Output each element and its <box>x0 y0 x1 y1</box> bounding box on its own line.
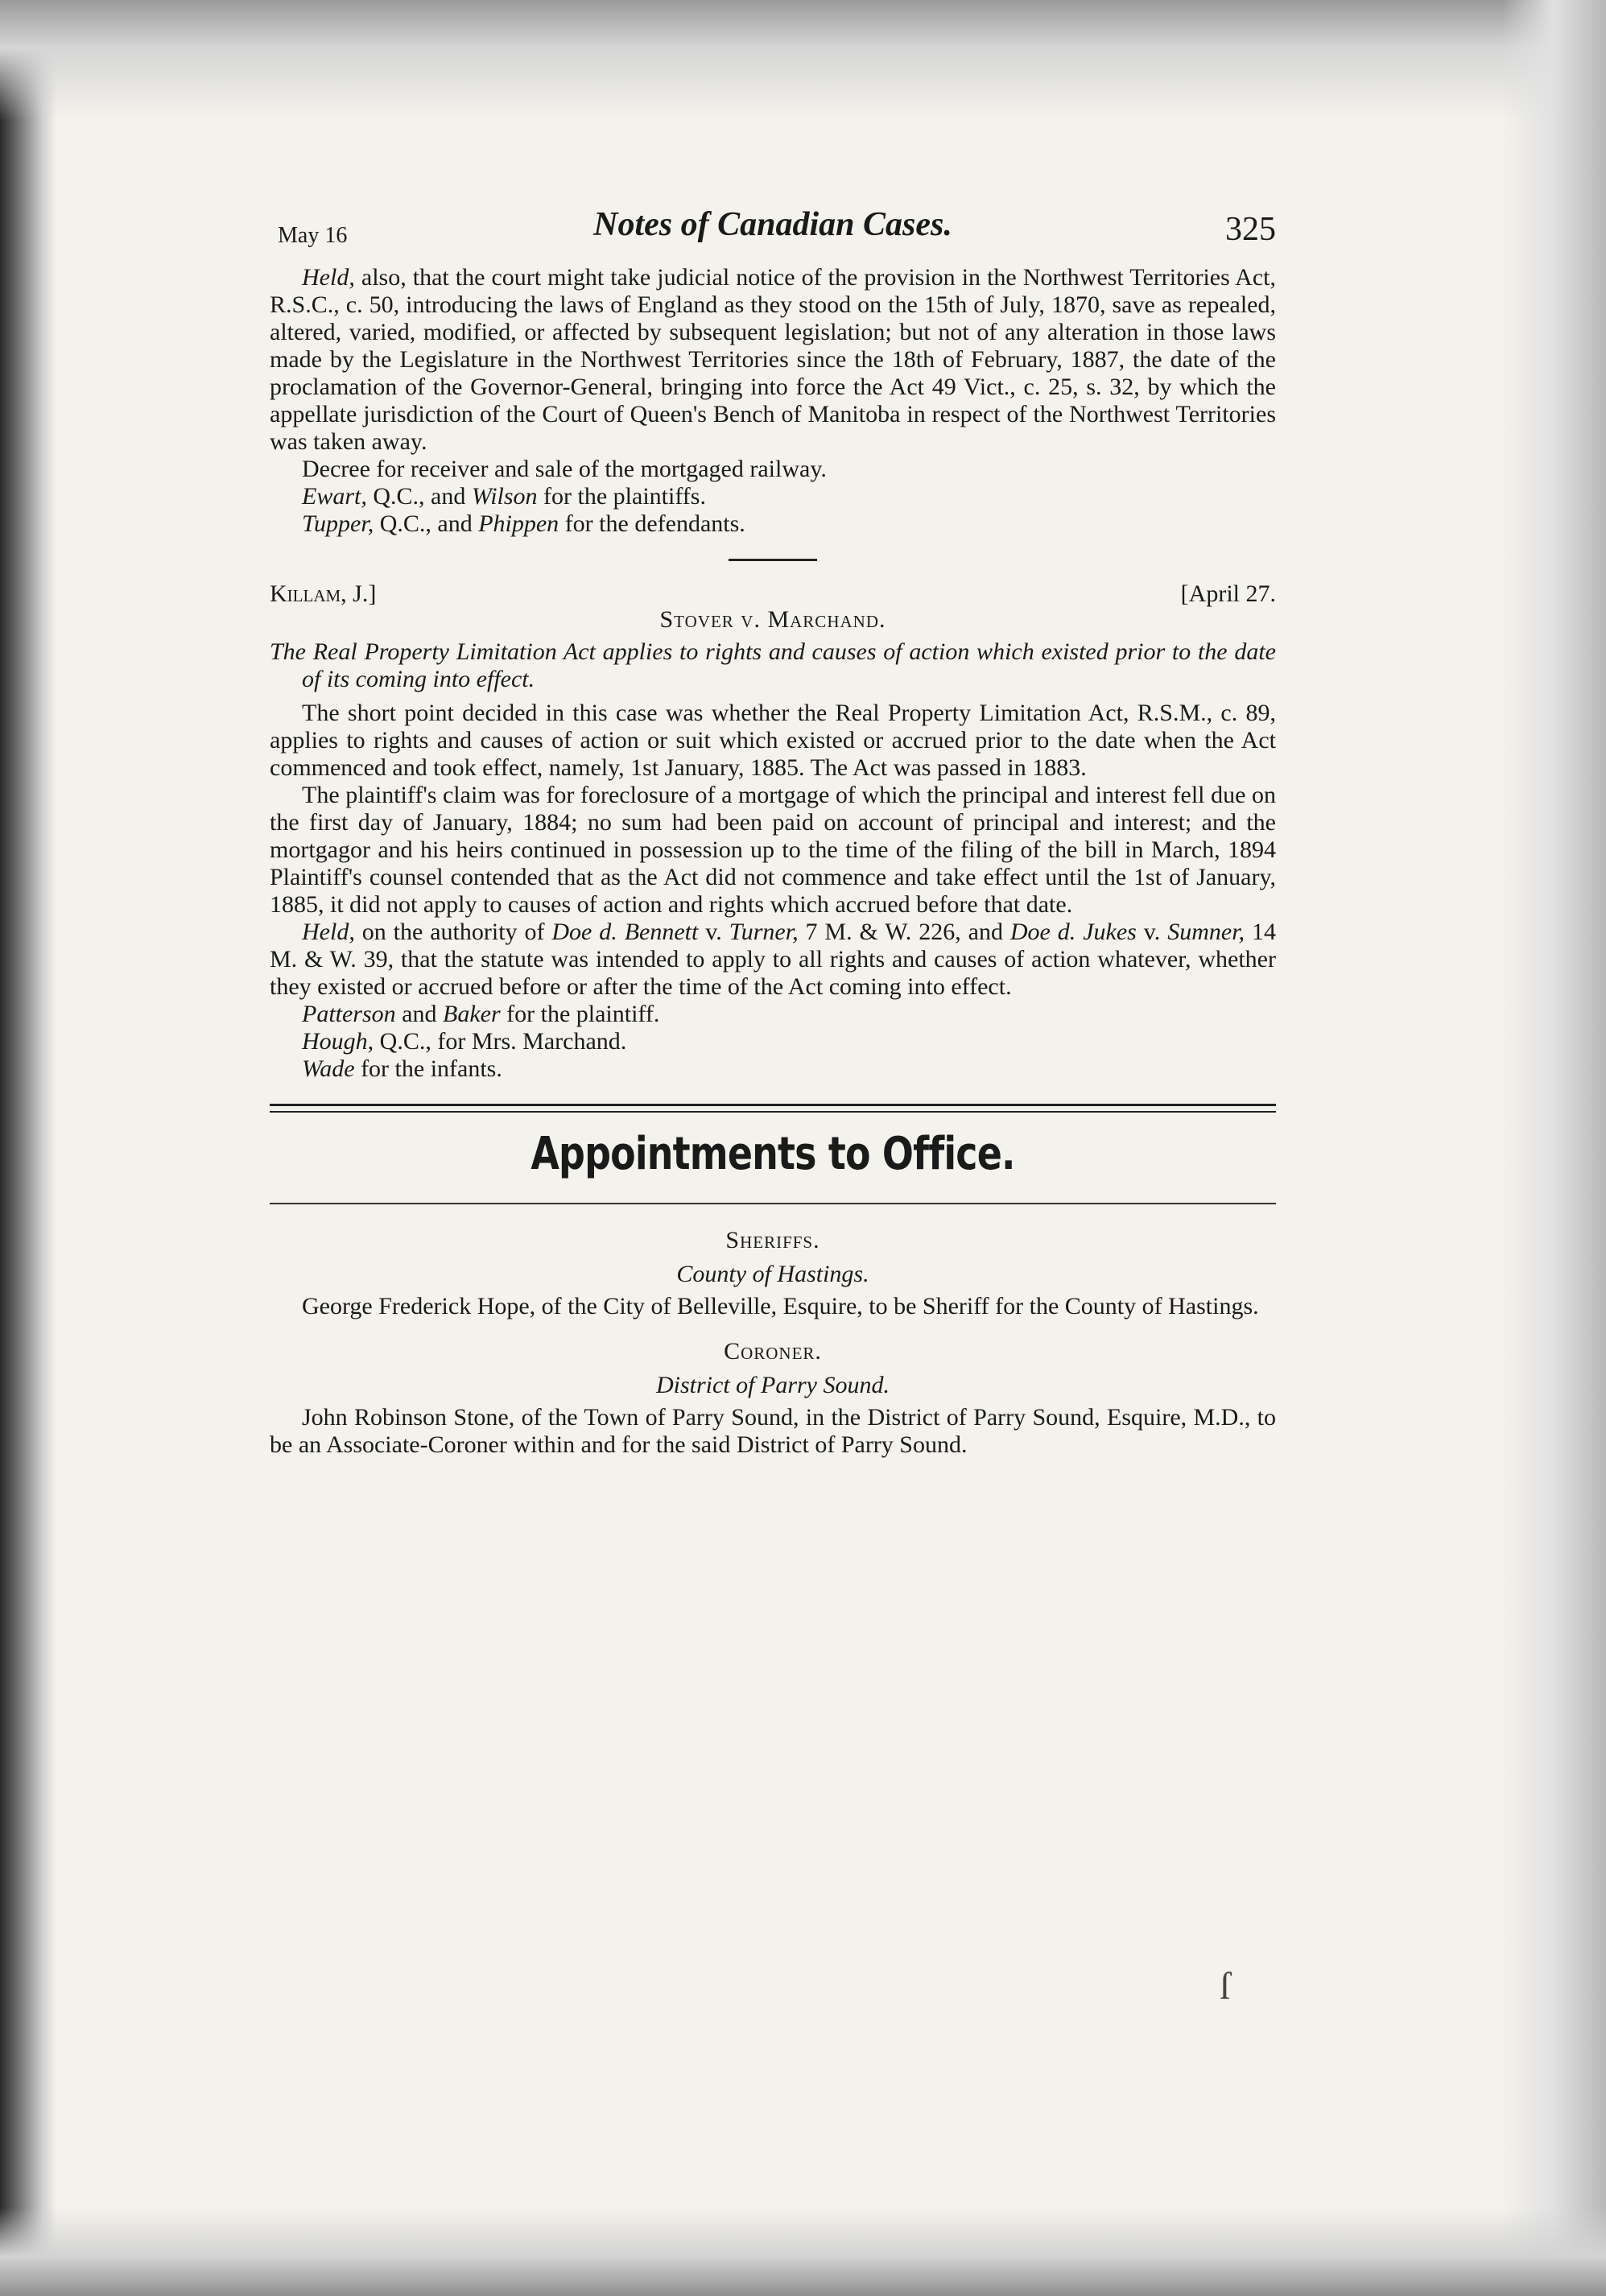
counsel-marchand <box>270 1028 1276 1055</box>
held-text: 7 M. & W. 226, and <box>798 919 1010 945</box>
scan-edge-top <box>0 0 1606 121</box>
sheriffs-text: George Frederick Hope, of the City of Belleville, Esquire, to be Sheriff for the County of Hastings. <box>302 1293 1259 1319</box>
held-text: v. <box>1136 919 1168 945</box>
sheriffs-heading: Sheriffs. <box>725 1227 820 1253</box>
case-heading <box>270 580 1276 634</box>
held-paragraph <box>270 264 1276 456</box>
counsel-name: Patterson <box>302 1001 396 1027</box>
held-label: Held, <box>302 919 355 945</box>
held-text: also, that the court might take judicial notice of the provision in the Northwest Territories Act, R.S.C., c. 50, introducing the laws of England as they stood on the 15th of July, 1870, save as repealed, altered, varied, modified, or affected by subsequent legislation; but not of any alteration in those laws made by the Legislature in the Northwest Territories since the 18th of February, 1887, the date of the proclamation of the Governor-General, bringing into force the Act 49 Vict., c. 25, s. 32, by which the appellate jurisdiction of the Court of Queen's Bench of Manitoba in respect of the Northwest Territories was taken away. <box>270 264 1276 455</box>
counsel-defendants <box>270 510 1276 538</box>
case-citation: Doe d. Bennett <box>551 919 699 945</box>
margin-mark: ſ <box>1220 1965 1231 2008</box>
held-text: on the authority of <box>354 919 552 945</box>
counsel-text: Q.C., for Mrs. Marchand. <box>374 1028 627 1055</box>
held-text: 14 M. & W. 39, that the statute was intended to apply to all rights and causes of action whatever, whether they existed or accrued before or after the time of the Act coming into effect. <box>270 919 1276 1000</box>
held-text: v. <box>698 919 729 945</box>
counsel-text: for the plaintiffs. <box>537 483 706 510</box>
counsel-name: Wilson <box>471 483 538 510</box>
case-citation: Sumner, <box>1167 919 1245 945</box>
sheriffs-county: County of Hastings. <box>676 1261 869 1287</box>
case-date: [April 27. <box>1180 580 1276 607</box>
thin-rule-divider <box>270 1203 1276 1204</box>
case-paragraph-1: The short point decided in this case was whether the Real Property Limitation Act, R.S.M., c. 89, applies to rights and causes of action or suit which existed or accrued prior to the date when the Act commenced and took effect, namely, 1st January, 1885. The Act was passed in 1883. <box>270 700 1276 781</box>
double-rule-divider <box>270 1104 1276 1113</box>
counsel-text: and <box>395 1001 443 1027</box>
counsel-name: Hough, <box>302 1028 374 1055</box>
counsel-plaintiff <box>270 1001 1276 1028</box>
counsel-infants <box>270 1055 1276 1083</box>
counsel-text: for the infants. <box>354 1055 502 1082</box>
page-content <box>270 206 1276 1459</box>
case-paragraph-2: The plaintiff's claim was for foreclosure of a mortgage of which the principal and interest fell due on the first day of January, 1884; no sum had been paid on account of principal and interest; and the mortgagor and his heirs continued in possession up to the time of the filing of the bill in March, 1894 Plaintiff's counsel contended that as the Act did not commence and take effect until the 1st of January, 1885, it did not apply to causes of action and rights which accrued before that date. <box>270 782 1276 918</box>
counsel-name: Baker <box>443 1001 501 1027</box>
scan-edge-left <box>0 0 56 2296</box>
decree-line: Decree for receiver and sale of the mortgaged railway. <box>302 456 827 482</box>
header-title: Notes of Canadian Cases. <box>593 206 952 243</box>
case-headnote: The Real Property Limitation Act applies to rights and causes of action which existed prior to the date of its coming into effect. <box>270 638 1276 692</box>
section-divider <box>729 559 817 561</box>
counsel-name: Tupper, <box>302 510 374 537</box>
case-citation: Doe d. Jukes <box>1009 919 1137 945</box>
counsel-name: Wade <box>302 1055 355 1082</box>
running-header <box>270 206 1276 256</box>
counsel-name: Ewart, <box>302 483 367 510</box>
counsel-name: Phippen <box>478 510 559 537</box>
page-number: 325 <box>1225 211 1276 248</box>
header-date: May 16 <box>278 223 348 248</box>
counsel-plaintiffs <box>270 483 1276 510</box>
counsel-text: Q.C., and <box>374 510 479 537</box>
counsel-text: for the defendants. <box>559 510 745 537</box>
scan-edge-bottom <box>0 2207 1606 2296</box>
coroner-text: John Robinson Stone, of the Town of Parry Sound, in the District of Parry Sound, Esquire, M.D., to be an Associate-Coroner within and for the said District of Parry Sound. <box>270 1404 1276 1458</box>
coroner-district: District of Parry Sound. <box>656 1372 890 1398</box>
case-title: Stover v. Marchand. <box>659 606 886 633</box>
scan-edge-right <box>1501 0 1606 2296</box>
appointments-title: Appointments to Office. <box>531 1128 1015 1180</box>
coroner-heading: Coroner. <box>724 1338 822 1365</box>
case-judge: Killam, J.] <box>270 580 377 607</box>
case-held <box>270 919 1276 1001</box>
counsel-text: Q.C., and <box>366 483 472 510</box>
counsel-text: for the plaintiff. <box>500 1001 660 1027</box>
case-citation: Turner, <box>729 919 799 945</box>
held-label: Held, <box>302 264 355 291</box>
